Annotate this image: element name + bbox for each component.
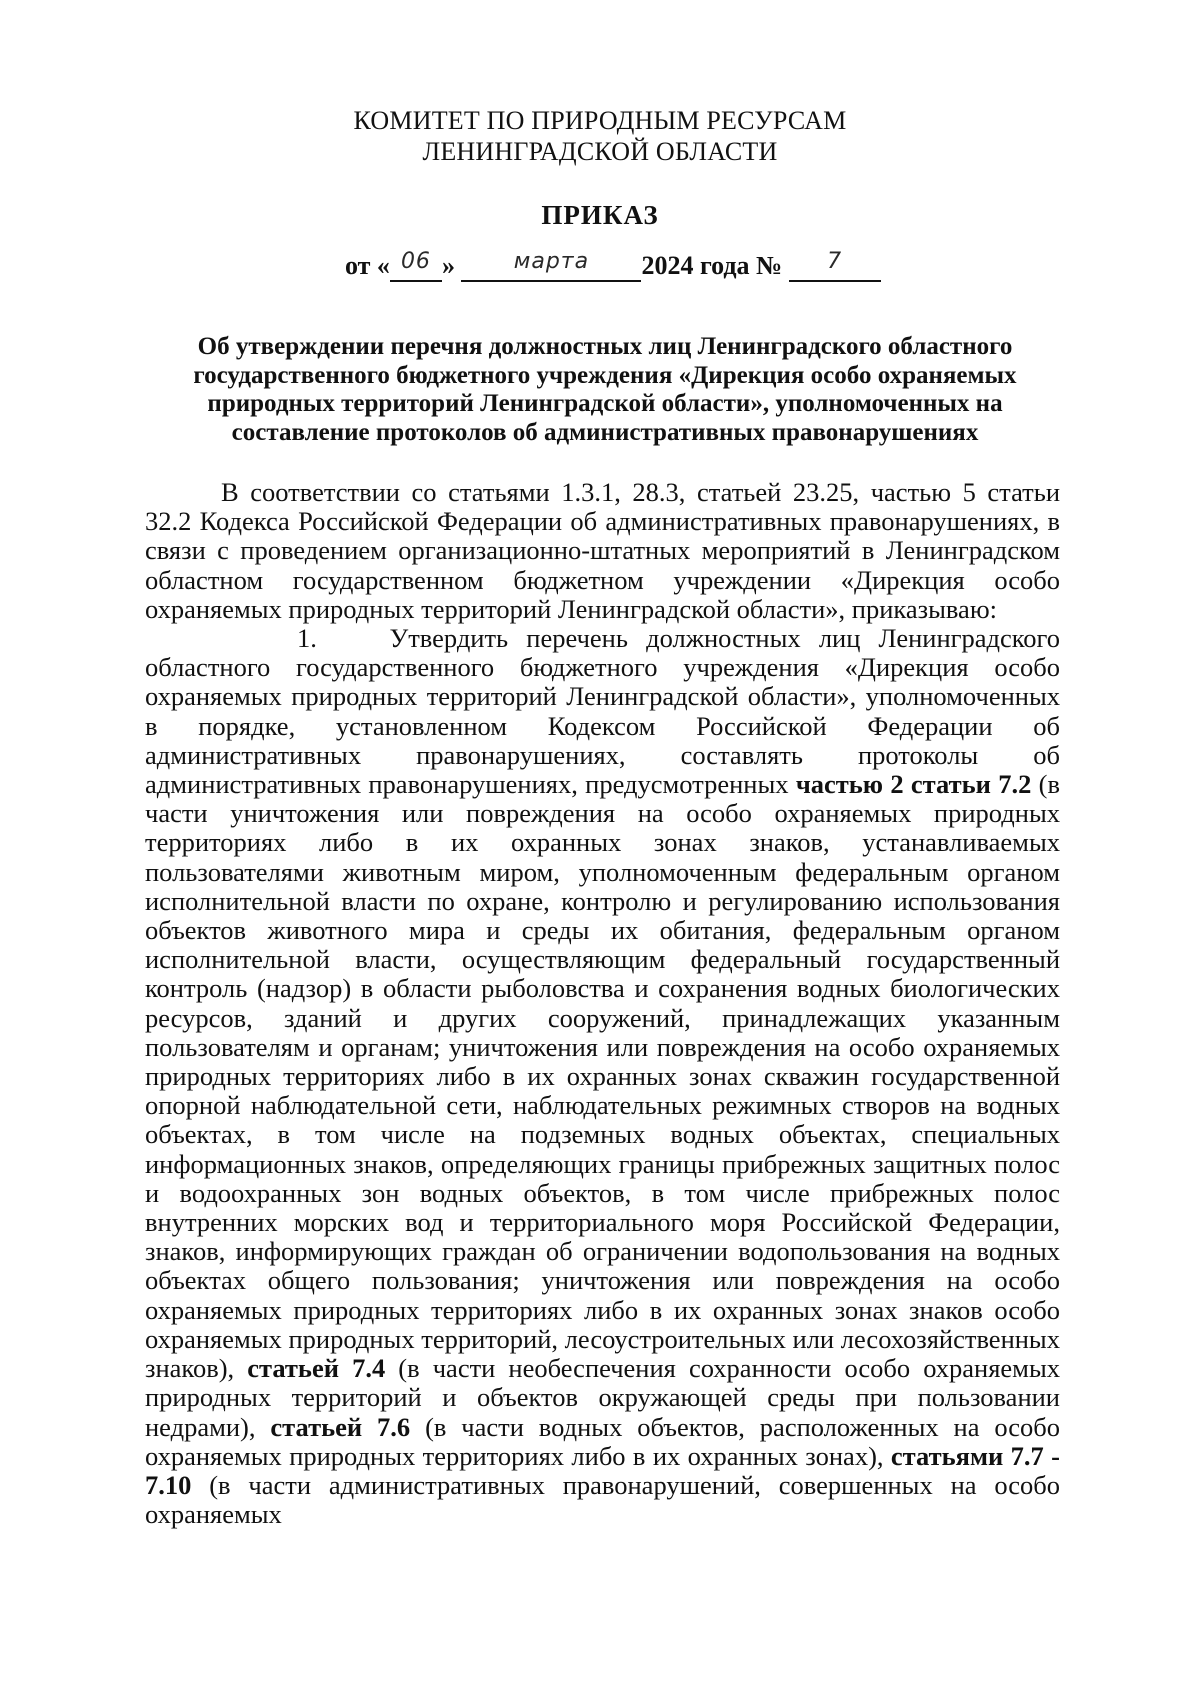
item-1-text-a: Утвердить перечень должностных лиц Ленинградского областного государственного бюджетного учреждения «Дирекция особо охраняемых природных территорий Ленинградской области», уполномоченных в порядке, установленном Кодексом Российской Федерации об административных правонарушениях, составлять протоколы об административных правонарушениях, предусмотренных — [145, 623, 1061, 800]
organization-line-1: КОМИТЕТ ПО ПРИРОДНЫМ РЕСУРСАМ — [353, 106, 847, 135]
item-1-ref-art7-7-7-10: статьями 7.7 - 7.10 — [145, 1440, 1060, 1500]
item-1-ref-part2-art7-2: частью 2 статьи 7.2 — [795, 769, 1032, 800]
document-body — [145, 478, 1060, 1529]
item-1-paragraph — [145, 624, 1060, 1529]
organization-line-2: ЛЕНИНГРАДСКОЙ ОБЛАСТИ — [422, 137, 778, 166]
item-1-text-i: (в части административных правонарушений, совершенных на особо охраняемых — [145, 1469, 1060, 1530]
year-and-number-label: 2024 года № — [641, 251, 783, 280]
item-1-ref-art7-6: статьей 7.6 — [270, 1411, 411, 1442]
handwritten-month: марта — [513, 249, 590, 274]
order-subject: Об утверждении перечня должностных лиц Ленинградского областного государственного бюджетного учреждения «Дирекция особо охраняемых природных территорий Ленинградской области», уполномоченных на составление протоколов об административных правонарушениях — [193, 333, 1017, 446]
item-1-ref-art7-4: статьей 7.4 — [247, 1353, 386, 1384]
month-field — [461, 249, 641, 282]
date-number-line — [345, 250, 881, 282]
item-1-text-c: (в части уничтожения или повреждения на особо охраняемых природных территориях либо в их охранных зонах знаков, устанавливаемых пользователями животным миром, уполномоченным федеральным органом исполнительной власти по охране, контролю и регулированию использования объектов животного мира и среды их обитания, федеральным органом исполнительной власти, осуществляющим федеральный государственный контроль (надзор) в области рыболовства и сохранения водных биологических ресурсов, зданий и других сооружений, принадлежащих указанным пользователям и органам; уничтожения или повреждения на особо охраняемых природных территориях либо в их охранных зонах скважин государственной опорной наблюдательной сети, наблюдательных режимных створов на водных объектах, в том числе на подземных водных объектах, специальных информационных знаков, определяющих границы прибрежных защитных полос и водоохранных зон водных объектов, в том числе прибрежных полос внутренних морских вод и территориального моря Российской Федерации, знаков, информирующих граждан об ограничении водопользования на водных объектах общего пользования; уничтожения или повреждения на особо охраняемых природных территориях либо в их охранных зонах знаков особо охраняемых природных территорий, лесоустроительных или лесохозяйственных знаков), — [145, 769, 1060, 1384]
item-1-number: 1. — [297, 623, 317, 654]
handwritten-day: 06 — [400, 249, 431, 274]
date-prefix: от « — [345, 251, 390, 280]
item-1-text-g: (в части водных объектов, расположенных на особо охраняемых природных территориях либо в их охранных зонах), — [145, 1411, 1061, 1471]
organization-name — [0, 105, 1200, 167]
day-field — [390, 249, 442, 282]
intro-paragraph: В соответствии со статьями 1.3.1, 28.3, статьей 23.25, частью 5 статьи 32.2 Кодекса Российской Федерации об административных правонарушениях, в связи с проведением организационно-штатных мероприятий в Ленинградском областном государственном бюджетном учреждении «Дирекция особо охраняемых природных территорий Ленинградской области», приказываю: — [145, 477, 1060, 624]
number-field — [789, 249, 881, 282]
handwritten-number: 7 — [827, 249, 843, 274]
document-type-title: ПРИКАЗ — [541, 200, 659, 230]
item-1-text-e: (в части необеспечения сохранности особо охраняемых природных территорий и объектов окружающей среды при пользовании недрами), — [145, 1353, 1061, 1442]
date-close-quote: » — [441, 251, 455, 280]
